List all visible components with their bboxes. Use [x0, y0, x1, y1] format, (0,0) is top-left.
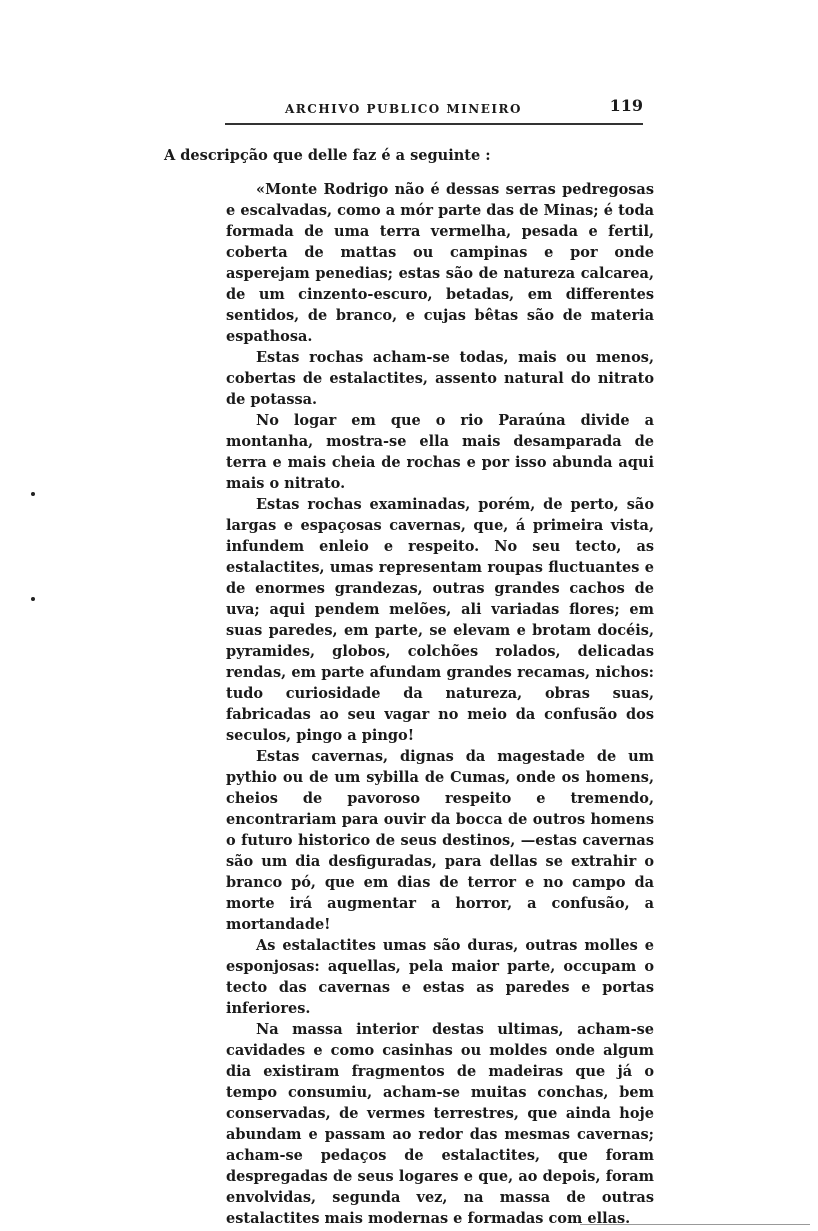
page-number: 119: [609, 96, 643, 115]
paragraph-2: Estas rochas acham-se todas, mais ou menos, cobertas de estalactites, assento natural do nitrato de potassa.: [226, 349, 654, 408]
paragraph-3: No logar em que o rio Paraúna divide a montanha, mostra-se ella mais desamparada de terra e mais cheia de rochas e por isso abunda aqui mais o nitrato.: [226, 412, 654, 492]
scan-edge-line: [580, 1224, 810, 1225]
paragraph-6: As estalactites umas são duras, outras molles e esponjosas: aquellas, pela maior parte, occupam o tecto das cavernas e estas as paredes e portas inferiores.: [226, 937, 654, 1017]
paragraph-1: «Monte Rodrigo não é dessas serras pedregosas e escalvadas, como a mór parte das de Minas; é toda formada de uma terra vermelha, pesada e fertil, coberta de mattas ou campinas e por onde asperejam penedias; estas são de natureza calcarea, de um cinzento-escuro, betadas, em differentes sentidos, de branco, e cujas bêtas são de materia espathosa.: [226, 181, 654, 345]
margin-speck: [31, 597, 35, 601]
paragraph-4: Estas rochas examinadas, porém, de perto, são largas e espaçosas cavernas, que, á primeira vista, infundem enleio e respeito. No seu tecto, as estalactites, umas representam roupas fluctuantes e de enormes grandezas, outras grandes cachos de uva; aqui pendem melões, ali variadas flores; em suas paredes, em parte, se elevam e brotam docéis, pyramides, globos, colchões rolados, delicadas rendas, em parte afundam grandes recamas, nichos: tudo curiosidade da natureza, obras suas, fabricadas ao seu vagar no meio da confusão dos seculos, pingo a pingo!: [226, 496, 654, 744]
intro-line: A descripção que delle faz é a seguinte :: [164, 147, 491, 164]
running-title: ARCHIVO PUBLICO MINEIRO: [285, 102, 522, 116]
paragraph-7: Na massa interior destas ultimas, acham-se cavidades e como casinhas ou moldes onde algum dia existiram fragmentos de madeiras que já o tempo consumiu, acham-se muitas conchas, bem conservadas, de vermes terrestres, que ainda hoje abundam e passam ao redor das mesmas cavernas; acham-se pedaços de estalactites, que foram despregadas de seus logares e que, ao depois, foram envolvidas, segunda vez, na massa de outras estalactites mais modernas e formadas com ellas.: [226, 1021, 654, 1227]
body-text: [164, 145, 654, 1229]
header-rule: [225, 123, 643, 125]
margin-speck: [31, 492, 35, 496]
paragraph-5: Estas cavernas, dignas da magestade de um pythio ou de um sybilla de Cumas, onde os homens, cheios de pavoroso respeito e tremendo, encontrariam para ouvir da bocca de outros homens o futuro historico de seus destinos, —estas cavernas são um dia desfiguradas, para dellas se extrahir o branco pó, que em dias de terror e no campo da morte irá augmentar a horror, a confusão, a mortandade!: [226, 748, 654, 933]
running-head: [225, 96, 645, 120]
